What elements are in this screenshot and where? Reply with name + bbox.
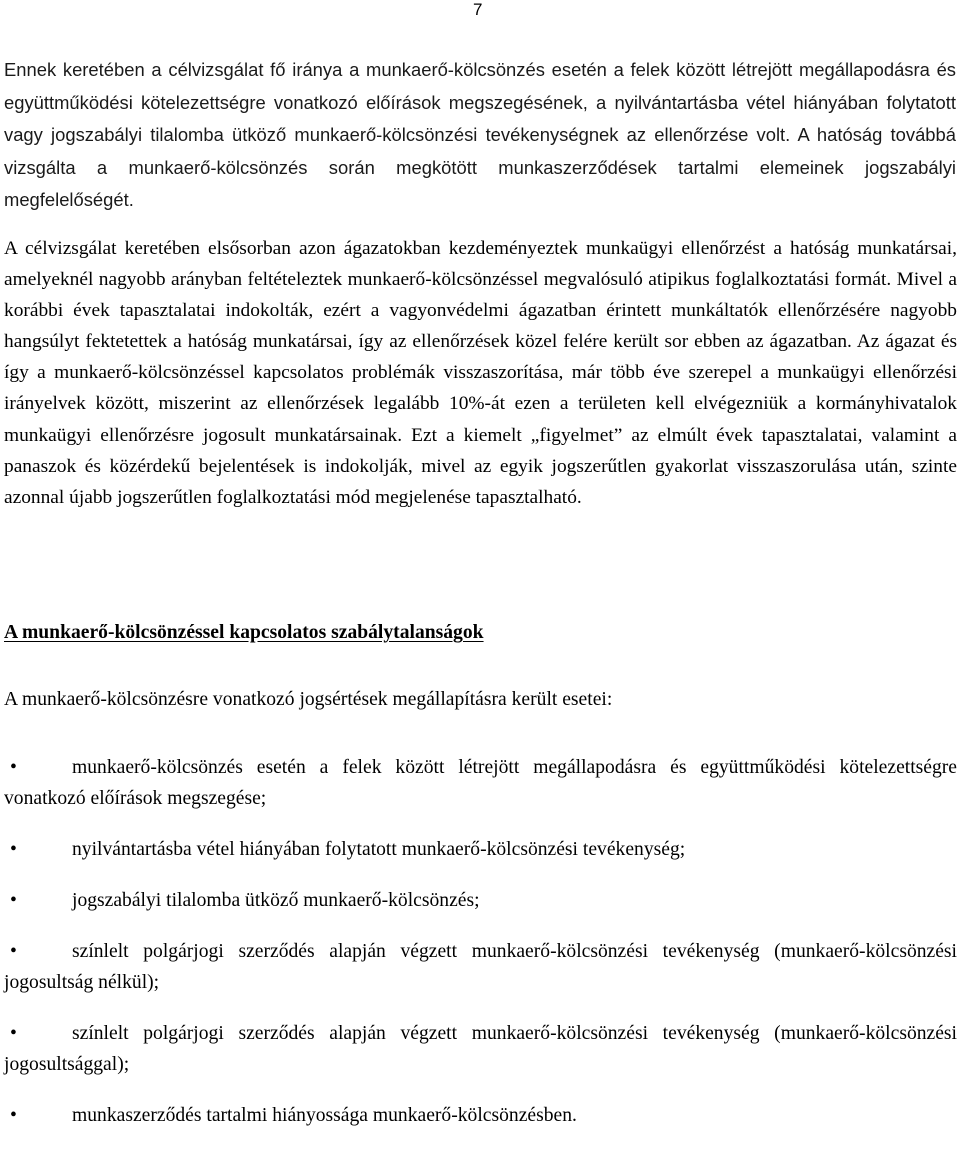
section-intro: A munkaerő-kölcsönzésre vonatkozó jogsértések megállapításra került esetei: bbox=[4, 689, 613, 710]
paragraph-inspections: A célvizsgálat keretében elsősorban azon ágazatokban kezdeményeztek munkaügyi ellenőrzést a hatóság munkatársai, amelyeknél nagyobb arányban feltételeztek munkaerő-kölcsönzéssel megvalósuló atipikus foglalkoztatási formát. Mivel a korábbi évek tapasztalatai indokolták, ezért a vagyonvédelmi ágazatban érintett munkáltatók ellenőrzésére nagyobb hangsúlyt fektetettek a hatóság munkatársai, így az ellenőrzések közel felére került sor ebben az ágazatban. Az ágazat és így a munkaerő-kölcsönzéssel kapcsolatos problémák visszaszorítása, már több éve szerepel a munkaügyi ellenőrzési irányelvek között, miszerint az ellenőrzések legalább 10%-át ezen a területen kell elvégezniük a kormányhivatalok munkaügyi ellenőrzésre jogosult munkatársainak. Ezt a kiemelt „figyelmet” az elmúlt évek tapasztalatai, valamint a panaszok és közérdekű bejelentések is indokolják, mivel az egyik jogszerűtlen gyakorlat visszaszorulása után, szinte azonnal újabb jogszerűtlen foglalkoztatási mód megjelenése tapasztalható. bbox=[4, 238, 957, 508]
list-item-text: jogszabályi tilalomba ütköző munkaerő-kölcsönzés; bbox=[72, 890, 480, 911]
bullet-icon: • bbox=[10, 1023, 17, 1044]
list-item-text: nyilvántartásba vétel hiányában folytatott munkaerő-kölcsönzési tevékenység; bbox=[72, 839, 686, 860]
list-item-text: munkaszerződés tartalmi hiányossága munkaerő-kölcsönzésben. bbox=[72, 1105, 577, 1126]
bullet-icon: • bbox=[10, 941, 17, 962]
list-item-text: munkaerő-kölcsönzés esetén a felek között létrejött megállapodásra és együttműködési kötelezettségre vonatkozó előírások megszegése; bbox=[4, 757, 957, 809]
bullet-icon: • bbox=[10, 757, 17, 778]
list-item-text: színlelt polgárjogi szerződés alapján végzett munkaerő-kölcsönzési tevékenység (munkaerő-kölcsönzési jogosultság nélkül); bbox=[4, 941, 957, 993]
bullet-icon: • bbox=[10, 839, 17, 860]
bullet-icon: • bbox=[10, 890, 17, 911]
list-item bbox=[4, 885, 957, 916]
list-item bbox=[4, 1018, 957, 1080]
paragraph-scope: Ennek keretében a célvizsgálat fő iránya a munkaerő-kölcsönzés esetén a felek között létrejött megállapodásra és együttműködési kötelezettségre vonatkozó előírások megszegésének, a nyilvántartásba vétel hiányában folytatott vagy jogszabályi tilalomba ütköző munkaerő-kölcsönzési tevékenységnek az ellenőrzése volt. A hatóság továbbá vizsgálta a munkaerő-kölcsönzés során megkötött munkaszerződések tartalmi elemeinek jogszabályi megfelelőségét. bbox=[4, 59, 956, 211]
bullet-icon: • bbox=[10, 1105, 17, 1126]
list-item bbox=[4, 834, 957, 865]
page-number: 7 bbox=[473, 0, 483, 19]
list-item bbox=[4, 1100, 957, 1131]
violations-list bbox=[4, 752, 957, 1151]
list-item-text: színlelt polgárjogi szerződés alapján végzett munkaerő-kölcsönzési tevékenység (munkaerő-kölcsönzési jogosultsággal); bbox=[4, 1023, 957, 1075]
section-heading: A munkaerő-kölcsönzéssel kapcsolatos szabálytalanságok bbox=[4, 622, 484, 643]
list-item bbox=[4, 936, 957, 998]
list-item bbox=[4, 752, 957, 814]
